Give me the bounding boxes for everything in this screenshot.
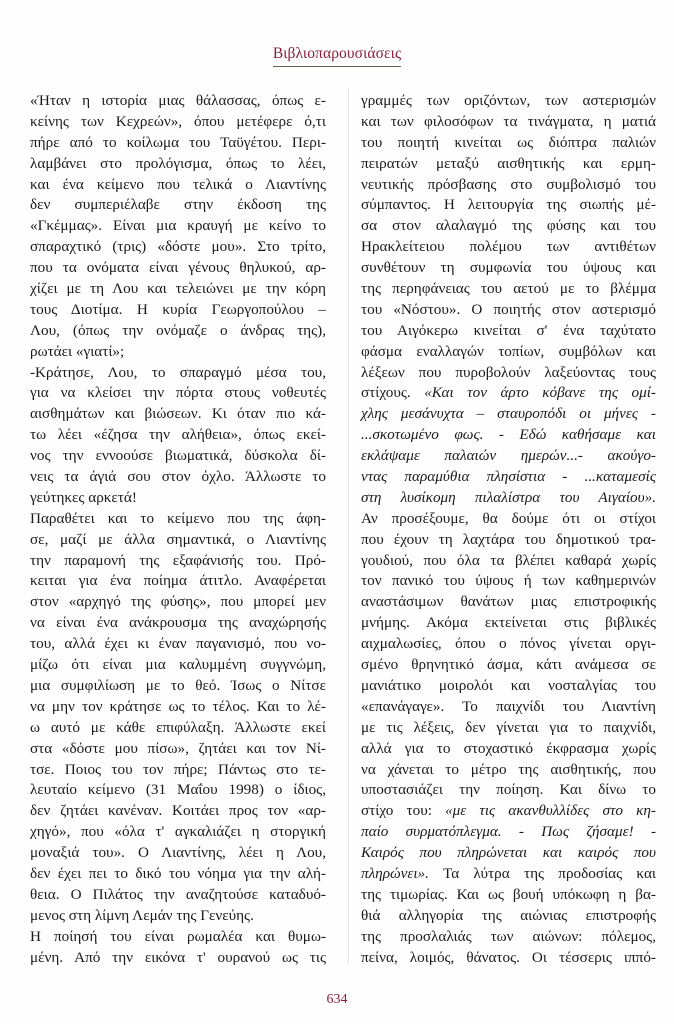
text-line: στίχο του: «με τις ακανθυλλίδες στο κη- xyxy=(361,802,656,820)
column-divider xyxy=(348,88,349,964)
text-line: πληρώνει». Τα λύτρα της προδοσίας και xyxy=(361,864,656,882)
text-line: χίζει με τη Λου και τελειώνει με την κόρη xyxy=(30,280,326,298)
text-line: σα στον αλαλαγμό της φύσης και του xyxy=(361,217,656,235)
text-line: λευταίο κείμενο (31 Μαΐου 1998) ο ίδιος, xyxy=(30,781,326,799)
text-line: ντας παραμύθια πλησίστια - ...καταμεσίς xyxy=(361,468,656,486)
text-line: που έχουν τη λαχτάρα του δημοτικού τρα- xyxy=(361,530,656,548)
running-header xyxy=(0,45,674,67)
text-line: Ηρακλείτειου πολέμου των αντιθέτων xyxy=(361,238,656,256)
text-line: τον πανικό του ύψους ή των καθημερινών xyxy=(361,572,656,590)
text-line: «Γκέμμας». Είναι μια κραυγή με κείνο το xyxy=(30,217,326,235)
text-line: σε, μαζί με άλλα σημαντικά, ο Λιαντίνης xyxy=(30,530,326,548)
text-line: αναστάσιμων θανάτων μιας επιστροφικής xyxy=(361,593,656,611)
text-line: λαμβάνει στο προλόγισμα, όπως το λέει, xyxy=(30,154,326,172)
text-line: τω λέει «έζησα την αλήθεια», όπως εκεί- xyxy=(30,426,326,444)
text-line: θεια. Ο Πιλάτος την αναζητούσε καταδυό- xyxy=(30,885,326,903)
text-line: μενος στη λίμνη Λεμάν της Γενεύης. xyxy=(30,906,254,924)
text-line: της περηφάνειας του αετού με το βλέμμα xyxy=(361,280,656,298)
text-line: αισθημάτων και βιώσεων. Κι όταν πιο κά- xyxy=(30,405,326,423)
text-line: -Κράτησε, Λου, το σπαραγμό μέσα του, xyxy=(30,363,326,381)
text-line: ω αυτό με κάθε επιφύλαξη. Άλλωστε εκεί xyxy=(30,718,326,736)
text-line: κειται για ένα ποίημα άτιτλο. Αναφέρεται xyxy=(30,572,326,590)
text-line: νεις τα άγιά σου στον όχλο. Άλλωστε το xyxy=(30,468,326,486)
section-title: Βιβλιοπαρουσιάσεις xyxy=(273,45,401,67)
text-line: «Ήταν η ιστορία μιας θάλασσας, όπως ε- xyxy=(30,92,326,109)
text-line: ρωτάει «γιατί»; xyxy=(30,342,125,360)
text-line: τους Διοτίμα. Η κυρία Γεωργοπούλου – xyxy=(30,300,326,318)
text-line: νος την εννοούσε βιωματικά, δύσκολα δί- xyxy=(30,447,326,465)
text-line: μοναξιά του». Ο Λιαντίνης, λέει η Λου, xyxy=(30,844,326,862)
text-line: δεν ζητάει κανέναν. Κοιτάει προς τον «αρ- xyxy=(30,802,326,820)
text-line: μια συμφιλίωση με το θεό. Ίσως ο Νίτσε xyxy=(30,676,326,694)
text-line: με τις λέξεις, δεν γίνεται για το παιχνίδι, xyxy=(361,718,656,736)
text-line: την παραμονή της εξαφάνισής του. Πρό- xyxy=(30,551,326,569)
text-line: και ένα κείμενο που τελικά ο Λιαντίνης xyxy=(30,175,326,193)
text-line: στη λυσίκομη πιλαλίστρα του Αιγαίου». xyxy=(361,488,656,506)
text-line: θιά αλληγορία της αιώνιας επιστροφής xyxy=(361,906,656,924)
text-line: αλλά για το στοχαστικό έκφρασμα χωρίς xyxy=(361,739,656,757)
text-line: νευτικής πρόσβασης στο συμβολισμό του xyxy=(361,175,656,193)
text-line: που τα ονόματα είναι γένους θηλυκού, αρ- xyxy=(30,259,326,277)
text-line: συνθέτουν τη συμφωνία του ύψους και xyxy=(361,259,656,277)
text-line: μανιάτικο μοιρολόι και νοσταλγίας του xyxy=(361,676,656,694)
text-line: στον «αρχηγό της φύσης», που μπορεί μεν xyxy=(30,593,326,611)
text-line: φάσμα εναλλαγών τοπίων, συμβόλων και xyxy=(361,342,656,360)
text-line: υποστασιάζει την ποίηση. Και δίνω το xyxy=(361,781,656,799)
text-line: κείνης των Κεχρεών», όπου μετέφερε ό,τι xyxy=(30,112,326,130)
text-line: μνήμης. Ακόμα εκτείνεται στις βιβλικές xyxy=(361,614,656,632)
text-line: πήρε από το κοίλωμα του Ταϋγέτου. Περι- xyxy=(30,133,326,151)
text-line: χλης μεσάνυχτα – σταυροπόδι οι μήνες - xyxy=(361,405,656,423)
text-line: Αν προσέξουμε, θα δούμε ότι οι στίχοι xyxy=(361,509,656,527)
left-text-column xyxy=(30,91,326,968)
right-text-column xyxy=(361,91,656,968)
text-line: της προσλαλιάς των αιώνων: πόλεμος, xyxy=(361,927,656,945)
text-line: ...σκοτωμένο φως. - Εδώ καθήσαμε και xyxy=(361,426,656,444)
text-line: του «Νόστου». Ο ποιητής στον αστερισμό xyxy=(361,300,656,318)
text-line: στα «δόστε μου πίσω», ζητάει και τον Νί- xyxy=(30,739,326,757)
text-line: γουδιού, που όλα τα βλέπει καθαρά χωρίς xyxy=(361,551,656,569)
text-line: σύμπαντος. Η λειτουργία της σιωπής μέ- xyxy=(361,196,656,214)
text-line: και των φιλοσόφων τα τινάγματα, η ματιά xyxy=(361,112,656,130)
text-line: σμένο θρηνητικό άσμα, κάτι ανάμεσα σε xyxy=(361,656,656,674)
text-line: Καιρός που πληρώνεται και καιρός που xyxy=(361,844,656,862)
text-line: παίο συρματόπλεγμα. - Πως ζήσαμε! - xyxy=(361,823,656,841)
text-line: μίζω ότι είναι μια καλυμμένη συγγνώμη, xyxy=(30,656,326,674)
text-line: να μην τον κράτησε ως το τέλος. Και το λέ- xyxy=(30,697,326,715)
text-line: χηγό», που «όλα τ' αγκαλιάζει η στοργική xyxy=(30,823,326,841)
text-line: μένη. Από την εικόνα τ' ουρανού ως τις xyxy=(30,948,326,966)
text-line: τσε. Ποιος του τον πήρε; Πάντως στο τε- xyxy=(30,760,326,778)
text-line: να χάνεται το μέτρο της αισθητικής, που xyxy=(361,760,656,778)
text-line: γεύτηκες αρκετά! xyxy=(30,488,137,506)
text-line: εκλάψαμε παλαιών ημερών...- ακούγο- xyxy=(361,447,656,465)
text-line: στίχους. «Και τον άρτο κόβανε της ομί- xyxy=(361,384,656,402)
text-line: λέξεων που πυροβολούν λαξεύοντας τους xyxy=(361,363,656,381)
text-line: να είναι ένα ανάκρουσμα της αναχώρησής xyxy=(30,614,326,632)
text-line: γραμμές των οριζόντων, των αστερισμών xyxy=(361,92,656,109)
text-line: πείνα, λοιμός, θάνατος. Οι τέσσερις ιππό- xyxy=(361,948,656,966)
page-number: 634 xyxy=(326,992,348,1007)
text-line: Παραθέτει και το κείμενο που της άφη- xyxy=(30,509,326,527)
text-line: για να κλείσει την πόρτα στους νοθευτές xyxy=(30,384,326,402)
text-line: σπαραχτικό (τρις) «δόστε μου». Στο τρίτο, xyxy=(30,238,326,256)
text-line: δεν συμπεριέλαβε στην έκδοση της xyxy=(30,196,326,214)
text-line: της τιμωρίας. Και ως βουή υπόκωφη η βα- xyxy=(361,885,656,903)
text-line: Η ποίησή του είναι ρωμαλέα και θυμω- xyxy=(30,927,326,945)
text-line: πειρατών μεταξύ αισθητικής και ερμη- xyxy=(361,154,656,172)
text-line: αιχμαλωσίες, όπου ο πόνος γίνεται οργι- xyxy=(361,635,656,653)
text-line: του ποιητή κινείται ως διόπτρα παλιών xyxy=(361,133,656,151)
text-line: του Αιγόκερω κινείται σ' ένα ταχύτατο xyxy=(361,321,656,339)
text-line: δεν έχει πει το δικό του νόημα για την αλή- xyxy=(30,864,326,882)
text-line: του, αλλά έχει κι έναν παγανισμό, που νο- xyxy=(30,635,326,653)
text-line: «επανάγαγε». Το παιχνίδι του Λιαντίνη xyxy=(361,697,656,715)
text-line: Λου, (όπως την ονόμαζε ο άνδρας της), xyxy=(30,321,326,339)
